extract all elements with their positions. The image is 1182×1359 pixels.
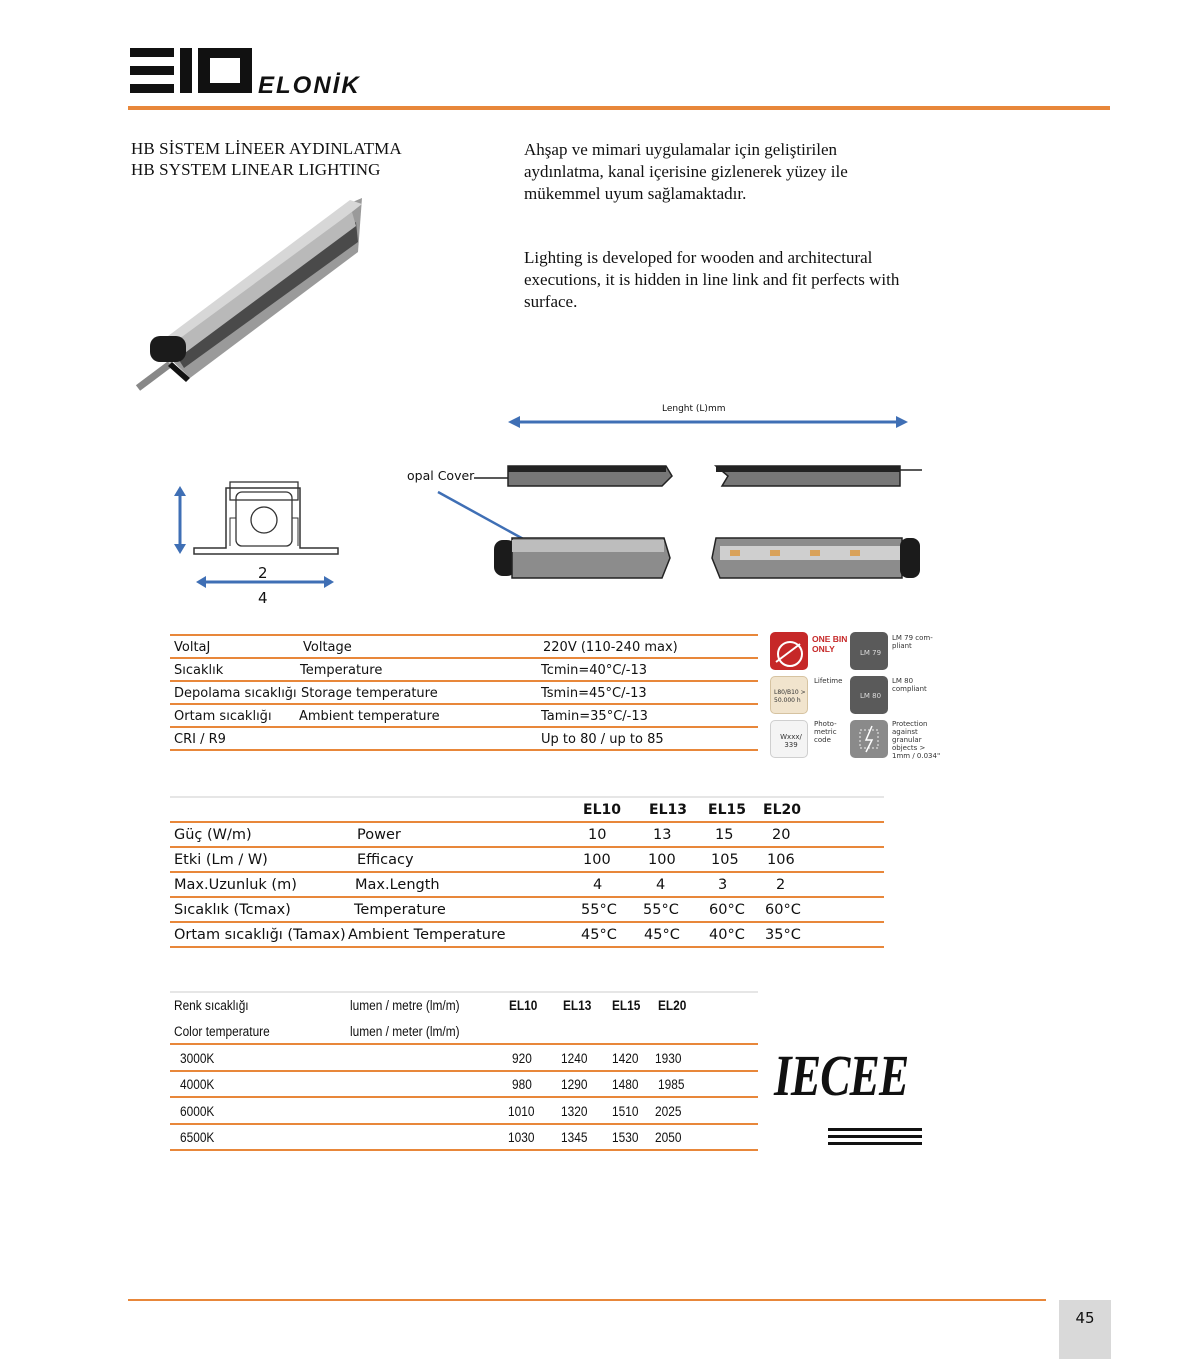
spec-label-tr: VoltaJ (174, 640, 211, 655)
lumen-value: 1420 (612, 1051, 639, 1066)
lumen-value: 1480 (612, 1077, 639, 1092)
cct-value: 4000K (180, 1077, 215, 1092)
lumen-value: 920 (512, 1051, 532, 1066)
cell-value: 15 (715, 827, 734, 843)
protection-label: Protection against granular objects > 1mm / 0.034" (892, 720, 941, 760)
power-row (170, 923, 884, 948)
title-turkish: HB SİSTEM LİNEER AYDINLATMA (131, 139, 402, 158)
lifetime-icon (770, 676, 808, 714)
length-label: Lenght (L)mm (662, 404, 726, 414)
power-table-header (170, 798, 884, 823)
model-header: EL15 (708, 802, 746, 818)
model-header: EL15 (612, 998, 641, 1013)
spec-label-tr: Depolama sıcaklığı (174, 686, 297, 701)
row-label-en: Max.Length (355, 877, 440, 893)
cell-value: 105 (711, 852, 739, 868)
opal-cover-label: opal Cover (407, 468, 475, 483)
spec-label-tr: Ortam sıcaklığı (174, 709, 272, 724)
cross-section-diagram (170, 478, 342, 558)
header-unit-en: lumen / meter (lm/m) (350, 1024, 460, 1039)
lumen-value: 1930 (655, 1051, 682, 1066)
lm80-icon (850, 676, 888, 714)
lm79-label: LM 79 com-pliant (892, 634, 933, 650)
cell-value: 40°C (709, 927, 745, 943)
spec-value: Up to 80 / up to 85 (541, 732, 664, 747)
iecee-logo: IECEE (774, 1043, 909, 1108)
photometric-label: Photo-metric code (814, 720, 837, 744)
profile-length-diagram (430, 460, 930, 584)
lumen-value: 1985 (658, 1077, 685, 1092)
lumen-value: 1290 (561, 1077, 588, 1092)
lumen-value: 1240 (561, 1051, 588, 1066)
description-turkish: Ahşap ve mimari uygulamalar için geliştirilen aydınlatma, kanal içerisine gizlenerek yüzey ile mükemmel uyum sağlamaktadır. (524, 140, 848, 203)
lumen-value: 2025 (655, 1104, 682, 1119)
cell-value: 4 (593, 877, 603, 893)
header-cct-en: Color temperature (174, 1024, 270, 1039)
lumen-value: 1345 (561, 1130, 588, 1145)
spec-value: Tsmin=45°C/-13 (541, 686, 647, 701)
spec-row (170, 636, 758, 659)
cell-value: 10 (588, 827, 607, 843)
spec-label-tr: Sıcaklık (174, 663, 224, 678)
lumen-table-header (170, 993, 758, 1045)
product-image (130, 192, 370, 398)
lm79-box-label: LM 79 (860, 649, 882, 657)
description-english: Lighting is developed for wooden and architectural executions, it is hidden in line link and fit perfects with surface. (524, 248, 900, 311)
lm80-label: LM 80 compliant (892, 677, 927, 693)
row-label-en: Power (357, 827, 401, 843)
row-label-en: Ambient Temperature (348, 927, 506, 943)
cell-value: 45°C (644, 927, 680, 943)
model-header: EL20 (763, 802, 801, 818)
lumen-value: 1320 (561, 1104, 588, 1119)
spec-value: 220V (110-240 max) (543, 640, 678, 655)
cell-value: 3 (718, 877, 728, 893)
model-header: EL13 (563, 998, 592, 1013)
cct-value: 3000K (180, 1051, 215, 1066)
photometric-box-label: Wxxx/ 339 (780, 733, 802, 749)
spec-label-tr: CRI / R9 (174, 732, 226, 747)
lm79-icon (850, 632, 888, 670)
lumen-value: 2050 (655, 1130, 682, 1145)
model-header: EL10 (583, 802, 621, 818)
row-label-en: Efficacy (357, 852, 414, 868)
photometric-code-icon (770, 720, 808, 758)
power-row (170, 848, 884, 873)
model-header: EL13 (649, 802, 687, 818)
lumen-row (170, 1098, 758, 1125)
height-dimension-arrow (170, 486, 190, 554)
model-header: EL10 (509, 998, 538, 1013)
iecee-lines-icon (828, 1126, 922, 1148)
spec-label-en: Temperature (300, 663, 383, 678)
power-row (170, 823, 884, 848)
cell-value: 60°C (709, 902, 745, 918)
row-label-en: Temperature (354, 902, 446, 918)
lumen-row (170, 1045, 758, 1072)
cell-value: 45°C (581, 927, 617, 943)
header-cct-tr: Renk sıcaklığı (174, 998, 249, 1013)
page-number: 45 (1075, 1309, 1095, 1327)
row-label-tr: Güç (W/m) (174, 827, 252, 843)
lumen-row (170, 1125, 758, 1151)
row-label-tr: Sıcaklık (Tcmax) (174, 902, 291, 918)
width-label-bottom: 4 (258, 589, 268, 607)
lumen-value: 1030 (508, 1130, 535, 1145)
length-dimension-arrow (508, 414, 908, 430)
lumen-value: 980 (512, 1077, 532, 1092)
cct-value: 6500K (180, 1130, 215, 1145)
cell-value: 55°C (643, 902, 679, 918)
spec-label-en: Voltage (303, 640, 352, 655)
cell-value: 13 (653, 827, 672, 843)
lifetime-box-label: L80/B10 > 50.000 h (774, 689, 806, 704)
protection-icon (850, 720, 888, 758)
spec-row (170, 682, 758, 705)
cell-value: 100 (648, 852, 676, 868)
title-english: HB SYSTEM LINEAR LIGHTING (131, 160, 381, 179)
width-label-top: 2 (258, 564, 268, 582)
logo-wordmark: ELONİK (258, 72, 361, 99)
cell-value: 55°C (581, 902, 617, 918)
row-label-tr: Etki (Lm / W) (174, 852, 268, 868)
cell-value: 2 (776, 877, 786, 893)
one-bin-icon (770, 632, 808, 670)
row-label-tr: Max.Uzunluk (m) (174, 877, 297, 893)
cell-value: 100 (583, 852, 611, 868)
spec-row (170, 659, 758, 682)
spec-row (170, 728, 758, 751)
lumen-row (170, 1072, 758, 1098)
spec-value: Tamin=35°C/-13 (541, 709, 648, 724)
lumen-value: 1010 (508, 1104, 535, 1119)
footer-divider (128, 1299, 1046, 1301)
power-row (170, 898, 884, 923)
spec-row (170, 705, 758, 728)
power-row (170, 873, 884, 898)
lm80-box-label: LM 80 (860, 692, 882, 700)
lumen-value: 1530 (612, 1130, 639, 1145)
row-label-tr: Ortam sıcaklığı (Tamax) (174, 927, 346, 943)
spec-label-en: Storage temperature (301, 686, 438, 701)
cell-value: 4 (656, 877, 666, 893)
header-unit-tr: lumen / metre (lm/m) (350, 998, 460, 1013)
one-bin-label: ONE BIN ONLY (812, 634, 848, 654)
lumen-value: 1510 (612, 1104, 639, 1119)
cell-value: 60°C (765, 902, 801, 918)
spec-label-en: Ambient temperature (299, 709, 440, 724)
cell-value: 106 (767, 852, 795, 868)
cell-value: 20 (772, 827, 791, 843)
spec-value: Tcmin=40°C/-13 (541, 663, 648, 678)
header-divider (128, 106, 1110, 110)
lifetime-label: Lifetime (814, 677, 843, 685)
model-header: EL20 (658, 998, 687, 1013)
cct-value: 6000K (180, 1104, 215, 1119)
cell-value: 35°C (765, 927, 801, 943)
